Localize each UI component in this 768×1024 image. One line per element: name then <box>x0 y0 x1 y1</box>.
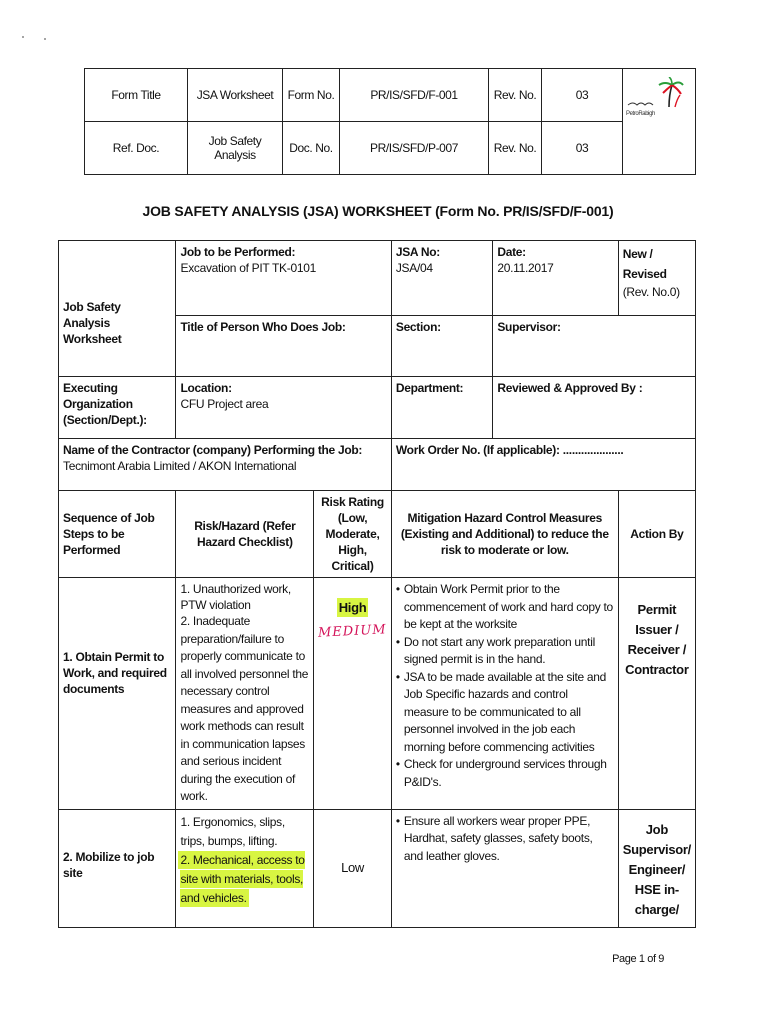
jsa-no-label: JSA No: <box>395 245 440 259</box>
section-label: Section: <box>391 316 492 377</box>
location-value: CFU Project area <box>180 397 269 411</box>
job-to-be-performed-cell <box>176 241 391 316</box>
new-revised-cell <box>618 241 695 316</box>
action-header: Action By <box>618 491 695 578</box>
measure-item: • Obtain Work Permit prior to the commencement of work and hard copy to be kept at the worksite <box>396 581 614 634</box>
contractor-value: Tecnimont Arabia Limited / AKON International <box>63 459 297 473</box>
date-value: 20.11.2017 <box>497 261 554 275</box>
page-number: Page 1 of 9 <box>612 953 664 965</box>
hazard-2: 2. Inadequate preparation/failure to properly communicate to all involved personnel the necessary control measures and approved work methods can result in communication lapses and serious incident during the execution of work. <box>180 614 309 803</box>
rating-cell <box>314 578 392 810</box>
hazard-2-highlighted: 2. Mechanical, access to site with materials, tools, and vehicles. <box>180 852 305 905</box>
jsa-worksheet-label: Job Safety Analysis Worksheet <box>59 241 176 377</box>
approved-by-label: Reviewed & Approved By : <box>493 377 696 439</box>
action-cell: Job Supervisor/ Engineer/ HSE in-charge/ <box>618 809 695 927</box>
hazard-1: 1. Ergonomics, slips, trips, bumps, lifting. <box>180 814 285 848</box>
new-revised-label: New / Revised <box>622 247 667 281</box>
hazard-cell <box>176 578 314 810</box>
supervisor-label: Supervisor: <box>493 316 696 377</box>
table-row <box>59 578 696 810</box>
measure-item: • Check for underground services through P&ID's. <box>396 756 614 791</box>
measure-item: • Ensure all workers wear proper PPE, Hardhat, safety glasses, safety boots, and leather gloves. <box>396 813 614 866</box>
jsa-no-cell <box>391 241 492 316</box>
company-logo <box>625 77 685 119</box>
rev-no-label: Rev. No. <box>489 69 542 122</box>
hazard-1: 1. Unauthorized work, PTW violation <box>180 582 291 612</box>
table-row <box>59 809 696 927</box>
rev-no-value: 03 <box>542 69 623 122</box>
document-title: JOB SAFETY ANALYSIS (JSA) WORKSHEET (Form No. PR/IS/SFD/F-001) <box>142 203 614 219</box>
scan-speck <box>22 36 24 38</box>
mitigation-header: Mitigation Hazard Control Measures (Existing and Additional) to reduce the risk to moderate or low. <box>391 491 618 578</box>
executing-org-label: Executing Organization (Section/Dept.): <box>59 377 176 439</box>
form-no-value: PR/IS/SFD/F-001 <box>340 69 489 122</box>
jsa-no-value: JSA/04 <box>395 261 433 275</box>
action-cell: Permit Issuer / Receiver / Contractor <box>618 578 695 810</box>
scan-speck <box>44 38 46 40</box>
ref-doc-value: Job Safety Analysis <box>188 122 283 175</box>
date-cell <box>493 241 618 316</box>
rating-cell: Low <box>314 809 392 927</box>
doc-no-label: Doc. No. <box>283 122 340 175</box>
company-logo-cell <box>623 69 696 175</box>
contractor-label: Name of the Contractor (company) Performing the Job: <box>63 443 363 457</box>
ref-doc-label: Ref. Doc. <box>85 122 188 175</box>
handwritten-rating: MEDIUM <box>317 622 388 641</box>
step-cell: 1. Obtain Permit to Work, and required documents <box>59 578 176 810</box>
location-cell <box>176 377 391 439</box>
risk-rating-high: High <box>338 600 367 615</box>
doc-no-value: PR/IS/SFD/P-007 <box>340 122 489 175</box>
title-person-label: Title of Person Who Does Job: <box>176 316 391 377</box>
measure-item: • JSA to be made available at the site and Job Specific hazards and control measure to be communicated to all personnel involved in the job each morning before commencing activities <box>396 669 614 757</box>
rating-header: Risk Rating (Low, Moderate, High, Critical) <box>314 491 392 578</box>
measures-cell <box>391 809 618 927</box>
form-title-value: JSA Worksheet <box>188 69 283 122</box>
risk-header: Risk/Hazard (Refer Hazard Checklist) <box>176 491 314 578</box>
rev-no-value-2: 03 <box>542 122 623 175</box>
svg-text:PetroRabigh: PetroRabigh <box>626 111 655 117</box>
job-value: Excavation of PIT TK-0101 <box>180 261 316 275</box>
jsa-table <box>58 240 696 928</box>
measures-cell <box>391 578 618 810</box>
job-label: Job to be Performed: <box>180 245 296 259</box>
hazard-cell <box>176 809 314 927</box>
form-header-table <box>84 68 696 175</box>
rev-no-label-2: Rev. No. <box>489 122 542 175</box>
contractor-cell <box>59 439 392 491</box>
location-label: Location: <box>180 381 232 395</box>
step-cell: 2. Mobilize to job site <box>59 809 176 927</box>
work-order-label: Work Order No. (If applicable): .................... <box>391 439 695 491</box>
form-title-label: Form Title <box>85 69 188 122</box>
seq-header: Sequence of Job Steps to be Performed <box>59 491 176 578</box>
date-label: Date: <box>497 245 526 259</box>
form-no-label: Form No. <box>283 69 340 122</box>
rev-value: (Rev. No.0) <box>622 285 680 299</box>
department-label: Department: <box>391 377 492 439</box>
measure-item: • Do not start any work preparation until signed permit is in the hand. <box>396 634 614 669</box>
